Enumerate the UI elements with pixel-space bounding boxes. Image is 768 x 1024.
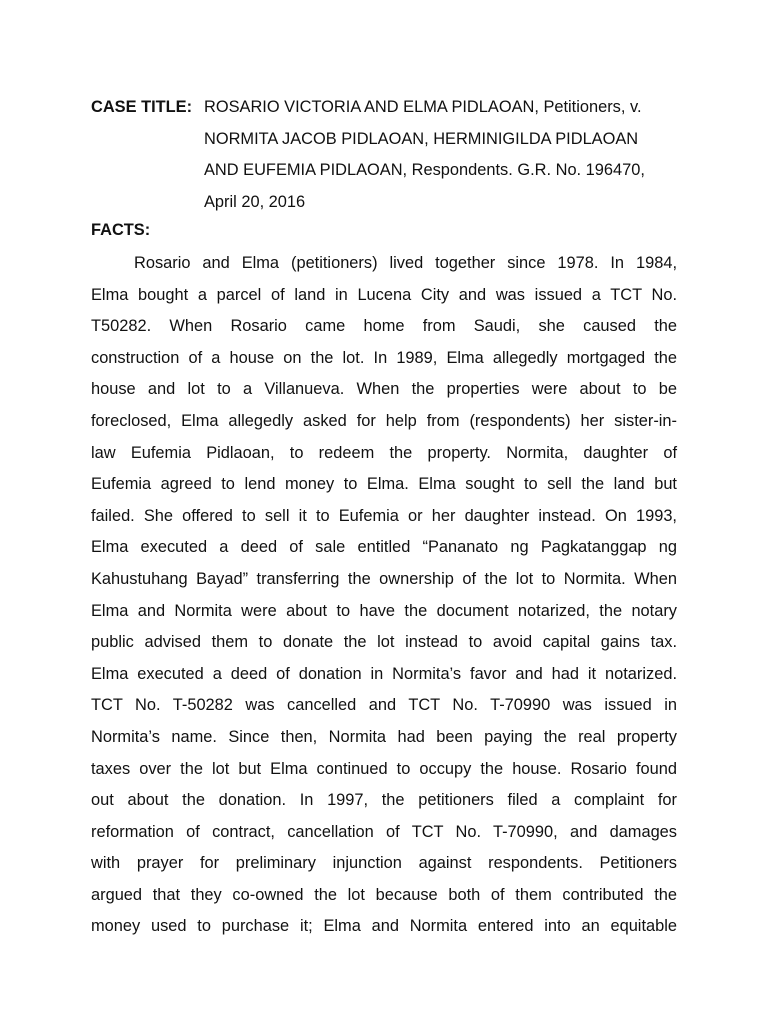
case-title-label: CASE TITLE: bbox=[91, 98, 193, 116]
paragraph-line: T50282. When Rosario came home from Saudi, she caused the bbox=[91, 317, 677, 336]
paragraph-line: law Eufemia Pidlaoan, to redeem the property. Normita, daughter of bbox=[91, 443, 677, 462]
case-title-line: April 20, 2016 bbox=[204, 192, 306, 211]
paragraph-line: foreclosed, Elma allegedly asked for help from (respondents) her sister-in- bbox=[91, 411, 677, 430]
paragraph-line: house and lot to a Villanueva. When the properties were about to be bbox=[91, 380, 677, 399]
paragraph-line: taxes over the lot but Elma continued to occupy the house. Rosario found bbox=[91, 759, 677, 778]
paragraph-line: argued that they co-owned the lot because both of them contributed the bbox=[91, 885, 677, 904]
paragraph-line: reformation of contract, cancellation of TCT No. T-70990, and damages bbox=[91, 822, 677, 841]
paragraph-line: Elma executed a deed of donation in Normita’s favor and had it notarized. bbox=[91, 664, 677, 683]
paragraph-line: TCT No. T-50282 was cancelled and TCT No. T-70990 was issued in bbox=[91, 696, 677, 715]
paragraph-line: failed. She offered to sell it to Eufemia or her daughter instead. On 1993, bbox=[91, 506, 677, 525]
paragraph-line: Elma executed a deed of sale entitled “Pananato ng Pagkatanggap ng bbox=[91, 538, 677, 557]
case-title-line: NORMITA JACOB PIDLAOAN, HERMINIGILDA PIDLAOAN bbox=[204, 129, 639, 148]
paragraph-line: out about the donation. In 1997, the petitioners filed a complaint for bbox=[91, 791, 677, 810]
case-title-text bbox=[204, 92, 645, 218]
paragraph-line: with prayer for preliminary injunction against respondents. Petitioners bbox=[91, 854, 677, 873]
facts-paragraph bbox=[91, 248, 677, 943]
paragraph-line: Kahustuhang Bayad” transferring the ownership of the lot to Normita. When bbox=[91, 569, 677, 588]
paragraph-line: public advised them to donate the lot instead to avoid capital gains tax. bbox=[91, 633, 677, 652]
paragraph-line: construction of a house on the lot. In 1989, Elma allegedly mortgaged the bbox=[91, 348, 677, 367]
facts-heading: FACTS: bbox=[91, 221, 151, 239]
paragraph-line: Normita’s name. Since then, Normita had been paying the real property bbox=[91, 727, 677, 746]
case-title-line: ROSARIO VICTORIA AND ELMA PIDLAOAN, Petitioners, v. bbox=[204, 98, 642, 116]
paragraph-line: Rosario and Elma (petitioners) lived together since 1978. In 1984, bbox=[134, 254, 677, 272]
case-title-line: AND EUFEMIA PIDLAOAN, Respondents. G.R. No. 196470, bbox=[204, 161, 645, 180]
paragraph-line: Elma and Normita were about to have the document notarized, the notary bbox=[91, 601, 677, 620]
paragraph-line: Elma bought a parcel of land in Lucena City and was issued a TCT No. bbox=[91, 285, 677, 304]
paragraph-line: Eufemia agreed to lend money to Elma. Elma sought to sell the land but bbox=[91, 475, 677, 494]
paragraph-line: money used to purchase it; Elma and Normita entered into an equitable bbox=[91, 917, 677, 936]
